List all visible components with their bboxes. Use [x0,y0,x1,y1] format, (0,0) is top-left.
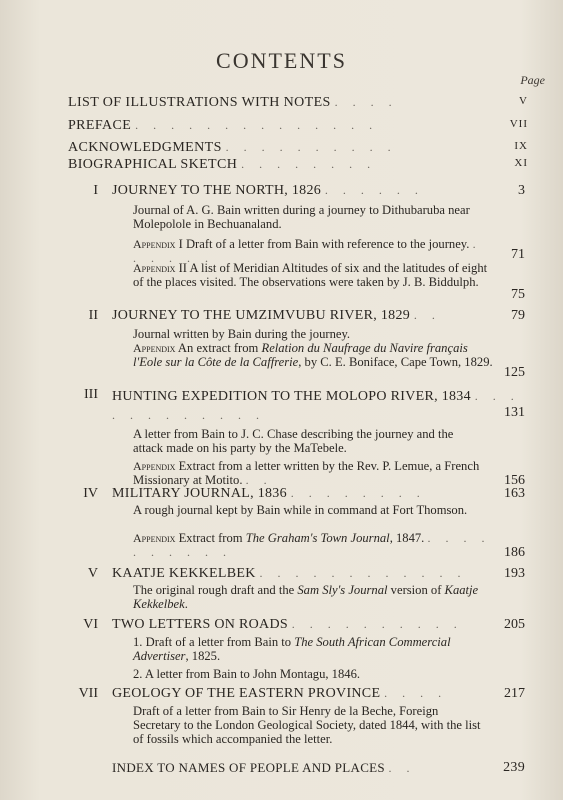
appendix-text: Extract from [178,531,246,545]
toc-entry-preface[interactable] [68,118,528,134]
chapter-item: 2. A letter from Bain to John Montagu, 1846. [133,667,361,681]
appendix-entry [133,459,493,487]
page-column-heading: Page [520,73,545,87]
appendix-label: Appendix [133,237,176,251]
chapter-number: IV [83,486,98,501]
toc-page-number: 156 [504,473,525,488]
toc-page-number: 79 [511,308,525,323]
chapter-title: JOURNEY TO THE UMZIMVUBU RIVER, 1829 . . [112,308,441,323]
toc-entry-label: ACKNOWLEDGMENTS [68,140,222,155]
chapter-description: Journal written by Bain during the journey. [133,327,351,341]
appendix-label: Appendix [133,531,176,545]
appendix-entry [133,261,493,289]
appendix-label: Appendix [133,459,176,473]
toc-entry-label: BIOGRAPHICAL SKETCH [68,157,238,172]
toc-page-number: VII [509,118,528,130]
leader-dots: . . [245,473,273,487]
toc-page-number: 217 [504,686,525,701]
appendix-text: II A list of Meridian Altitudes of six and the latitudes of eight of the places visited. The observations were taken by J. B. Biddulph. [133,261,488,289]
chapter-title: MILITARY JOURNAL, 1836 . . . . . . . . [112,486,426,501]
chapter-number: VI [83,617,98,632]
chapter-description: Journal of A. G. Bain written during a journey to Dithubaruba near Molepolole in Bechuanaland. [133,203,470,231]
toc-page-number: 193 [504,566,525,581]
toc-entry-acknowledgments[interactable] [68,140,528,156]
leader-dots: . . . . . . . . [241,157,377,171]
appendix-entry: Appendix Extract from The Graham's Town Journal, 1847. . . . . . . . . . . [133,531,491,559]
leader-dots: . . . . . . . . . . . . . . [135,118,379,132]
toc-page-number: IX [514,140,528,152]
page-title: CONTENTS [216,48,347,73]
toc-page-number: 75 [511,287,525,302]
chapter-description: Draft of a letter from Bain to Sir Henry de la Beche, Foreign Secretary to the London Geological Society, dated 1844, with the list of fossils which accompanied the letter. [133,704,481,746]
chapter-number: I [93,183,98,198]
leader-dots: . . . . . . [133,237,482,265]
chapter-description: A letter from Bain to J. C. Chase describing the journey and the attack made on his party by the MaTebele. [133,427,454,455]
chapter-item: 1. Draft of a letter from Bain to The South African Commercial Advertiser, 1825. [133,635,451,663]
chapter-number: II [88,308,98,323]
chapter-title: HUNTING EXPEDITION TO THE MOLOPO RIVER, 1834 . . . . . . . . . . . . [112,389,520,422]
toc-entry-label: PREFACE [68,118,132,133]
chapter-title: TWO LETTERS ON ROADS . . . . . . . . . . [112,617,463,632]
leader-dots: . . [388,761,416,775]
chapter-title: KAATJE KEKKELBEK . . . . . . . . . . . . [112,566,467,581]
toc-page-number: 205 [504,617,525,632]
toc-entry-label: LIST OF ILLUSTRATIONS WITH NOTES [68,95,331,110]
toc-page-number: 71 [511,247,525,262]
appendix-entry: Appendix An extract from Relation du Naufrage du Navire français l'Eole sur la Côte de la Caffrerie, by C. E. Boniface, Cape Town, 1829. [133,341,493,369]
toc-page-number: V [519,95,528,107]
appendix-label: Appendix [133,261,176,275]
leader-dots: . . . . . . . . . . [133,531,491,559]
leader-dots: . . . . . . . . . . [225,140,397,154]
chapter-number: III [84,387,98,402]
appendix-label: Appendix [133,341,176,355]
appendix-text: An extract from [177,341,262,355]
chapter-description: The original rough draft and the Sam Sly's Journal version of Kaatje Kekkelbek. [133,583,479,611]
toc-entry-biographical-sketch[interactable] [68,157,528,173]
leader-dots: . . . . [334,95,398,109]
appendix-title: The Graham's Town Journal [245,531,390,545]
toc-page-number: 186 [504,545,525,560]
chapter-title: JOURNEY TO THE NORTH, 1826 . . . . . . [112,183,424,198]
toc-page-number: XI [514,157,528,169]
toc-entry-index[interactable] [112,760,525,776]
toc-page-number: 131 [504,405,525,420]
chapter-title: GEOLOGY OF THE EASTERN PROVINCE . . . . [112,686,448,701]
appendix-title: Relation du Naufrage du Navire français l'Eole sur la Côte de la Caffrerie [133,341,468,369]
toc-page-number: 3 [518,183,525,198]
toc-page-number: 239 [503,760,525,775]
appendix-text: I Draft of a letter from Bain with reference to the journey. [178,237,470,251]
toc-page-number: 125 [504,365,525,380]
chapter-number: VII [78,686,98,701]
toc-page-number: 163 [504,486,525,501]
toc-entry-illustrations[interactable] [68,95,528,111]
chapter-description: A rough journal kept by Bain while in command at Fort Thomson. [133,503,468,517]
toc-entry-label: INDEX TO NAMES OF PEOPLE AND PLACES [112,760,385,775]
chapter-number: V [87,566,98,581]
appendix-text: Extract from a letter written by the Rev. P. Lemue, a French Missionary at Motito. [133,459,480,487]
